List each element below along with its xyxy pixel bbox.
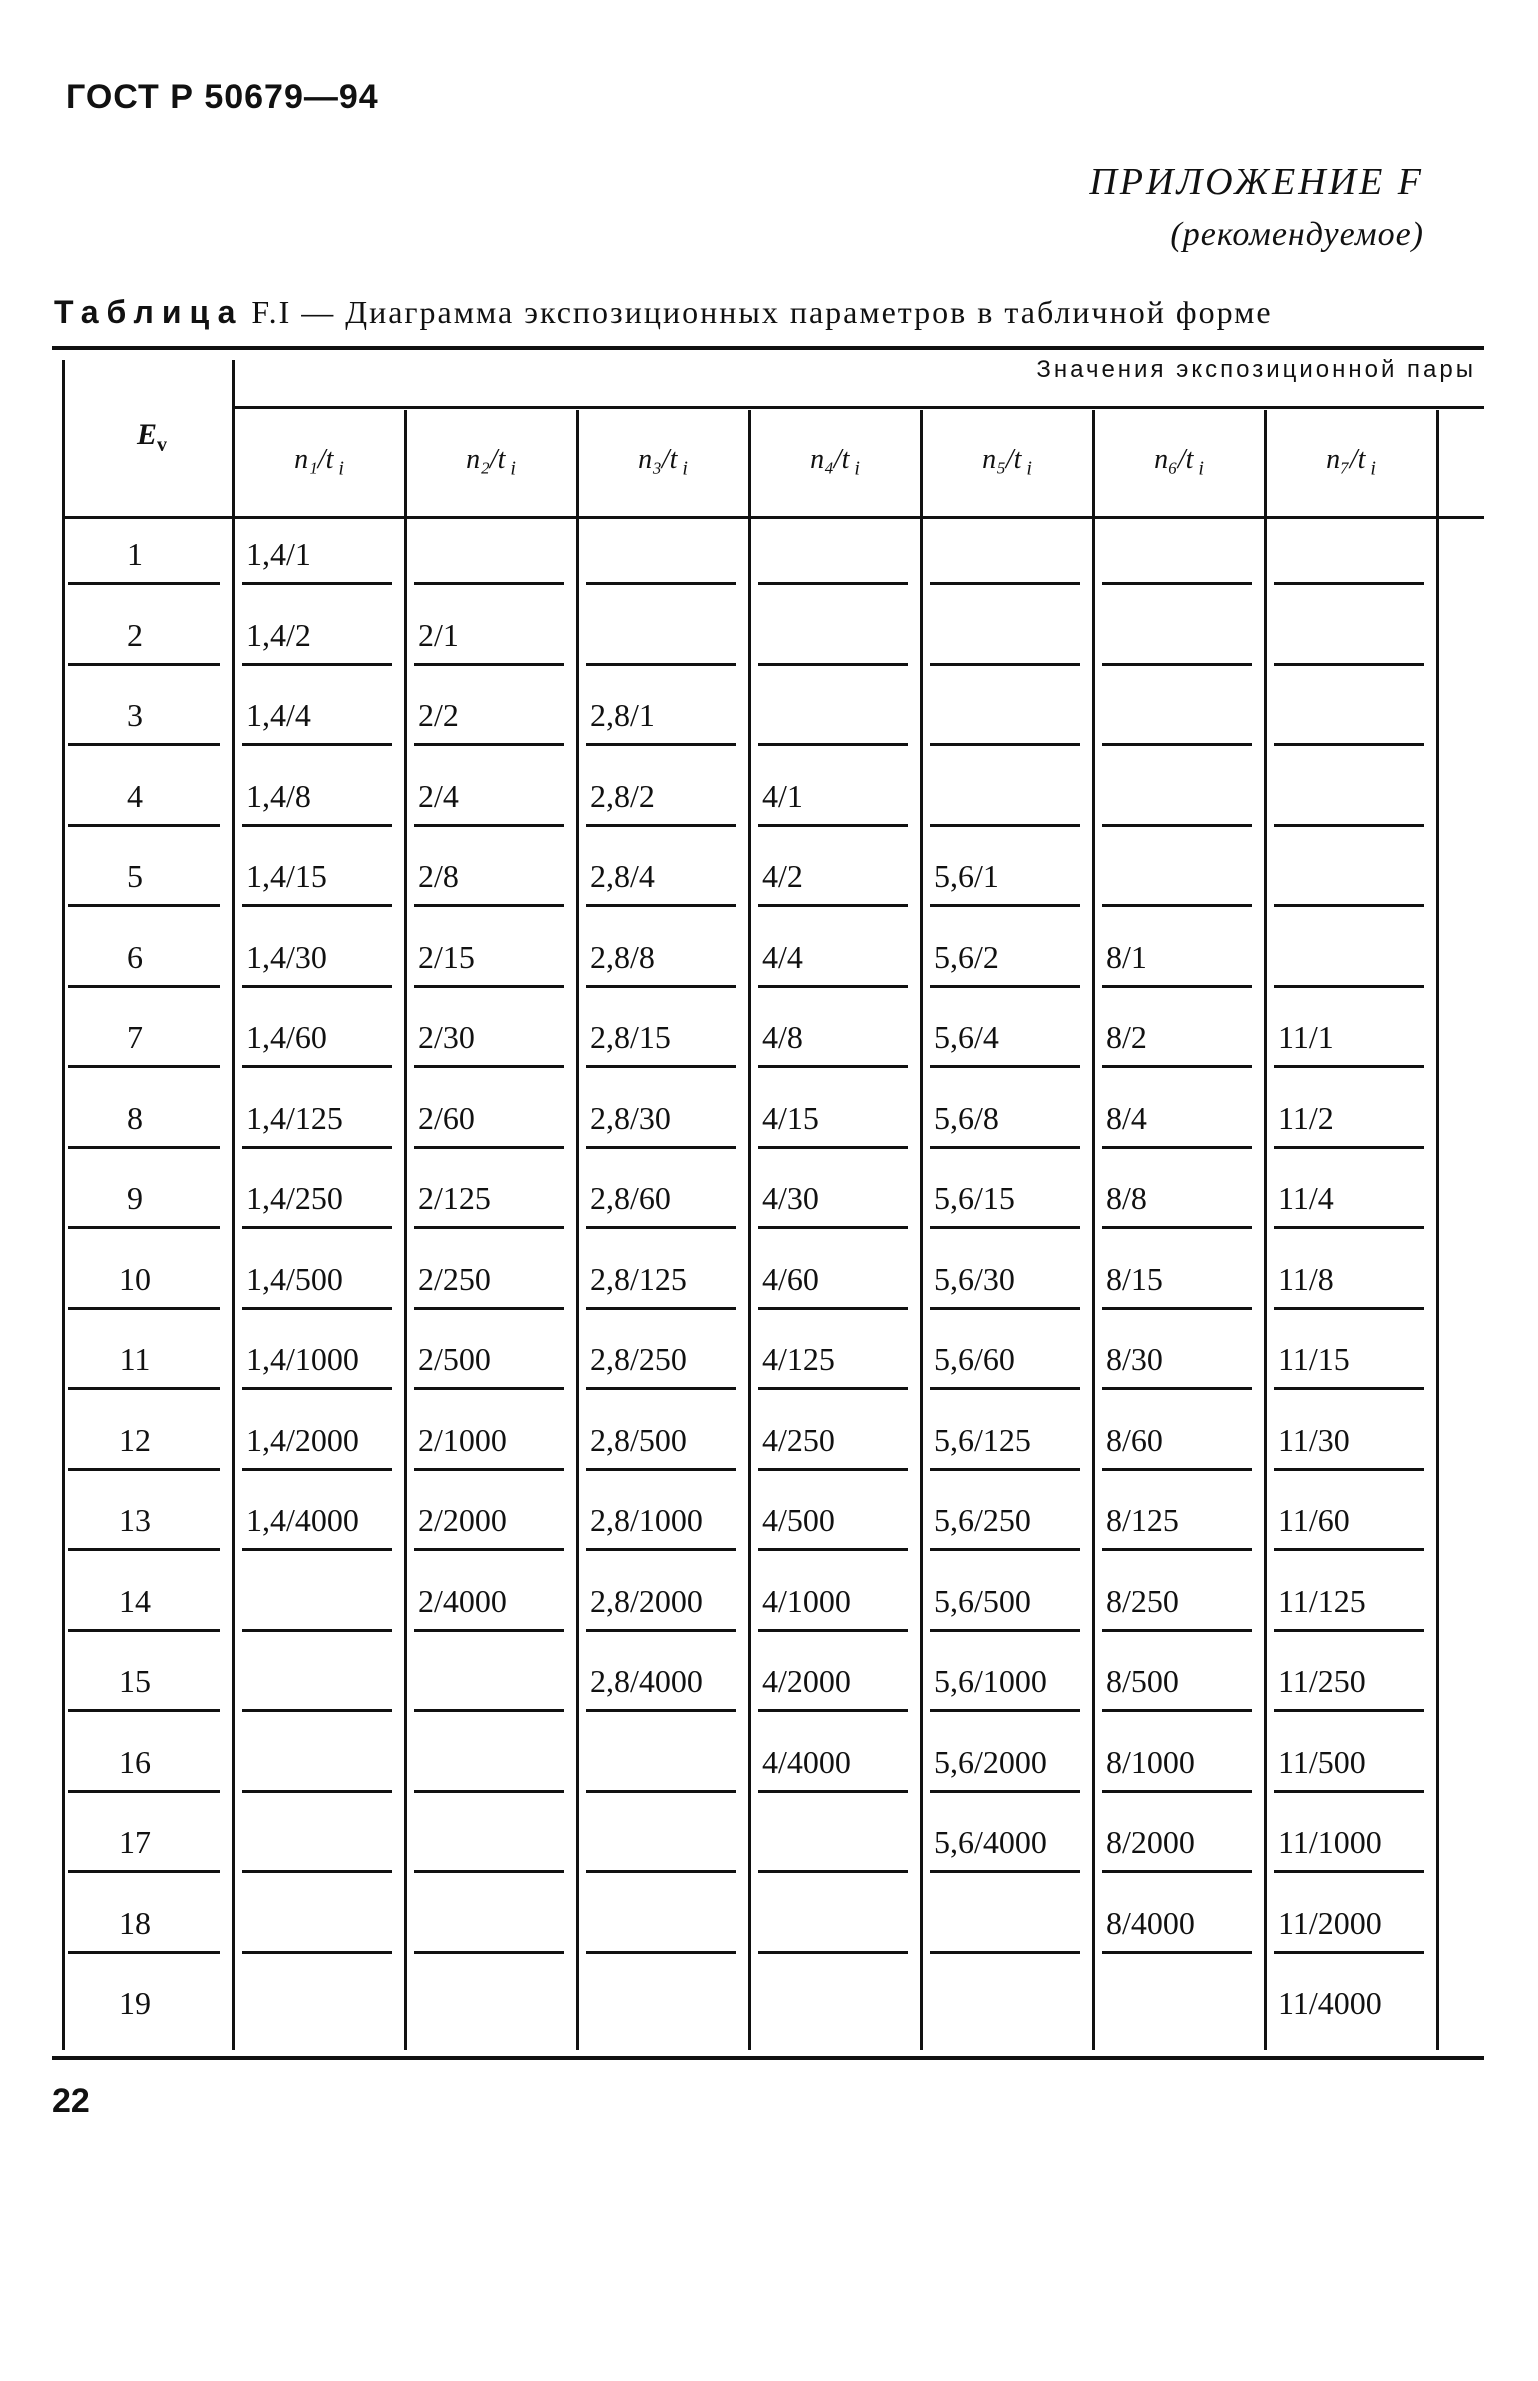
cell-rule — [586, 1709, 736, 1712]
cell-rule — [1274, 1226, 1424, 1229]
cell-rule — [1274, 1146, 1424, 1149]
page-number: 22 — [52, 2082, 90, 2120]
table-cell: 2,8/250 — [590, 1341, 687, 1377]
row-ev-value: 16 — [119, 1743, 151, 1780]
cell-rule — [758, 1870, 908, 1873]
cell-rule — [414, 1790, 564, 1793]
row-ev-value: 18 — [119, 1904, 151, 1941]
cell-rule — [1274, 1951, 1424, 1954]
table-cell: 1,4/8 — [246, 777, 311, 814]
cell-rule — [414, 1146, 564, 1149]
cell-rule — [1102, 663, 1252, 666]
table-cell: 1,4/250 — [246, 1180, 343, 1216]
table-cell: 2,8/1 — [590, 697, 655, 733]
row-ev-value: 15 — [119, 1663, 151, 1699]
cell-rule — [414, 1226, 564, 1229]
column-header — [1266, 444, 1436, 481]
cell-rule — [1274, 1790, 1424, 1793]
cell-rule — [1102, 582, 1252, 585]
cell-rule — [930, 1790, 1080, 1793]
row-ev-value: 9 — [127, 1180, 143, 1216]
table-cell: 1,4/60 — [246, 1019, 327, 1055]
cell-rule — [930, 1065, 1080, 1068]
cell-rule — [586, 904, 736, 907]
table-cell: 8/60 — [1106, 1421, 1163, 1458]
table-cell: 4/60 — [762, 1260, 819, 1297]
cell-rule — [1274, 824, 1424, 827]
row-ev-value: 3 — [127, 697, 143, 733]
column-divider — [920, 410, 923, 2050]
cell-rule — [242, 582, 392, 585]
table-cell: 1,4/500 — [246, 1260, 343, 1297]
cell-rule — [1102, 824, 1252, 827]
cell-rule — [414, 1065, 564, 1068]
table-cell: 11/4000 — [1278, 1985, 1382, 2021]
table-cell: 2/500 — [418, 1341, 491, 1377]
cell-rule — [1102, 1870, 1252, 1873]
table-cell: 1,4/1 — [246, 536, 311, 572]
table-cell: 4/1 — [762, 777, 803, 814]
row-ev-value: 19 — [119, 1985, 151, 2021]
cell-rule — [1274, 1387, 1424, 1390]
cell-rule — [414, 582, 564, 585]
cell-rule — [242, 1468, 392, 1471]
cell-rule — [242, 743, 392, 746]
cell-rule — [930, 1226, 1080, 1229]
cell-rule — [758, 1065, 908, 1068]
table-cell: 4/1000 — [762, 1582, 851, 1619]
row-rule — [68, 1548, 220, 1551]
cell-rule — [930, 1629, 1080, 1632]
table-cell: 8/1000 — [1106, 1743, 1195, 1780]
row-ev-value: 6 — [127, 938, 143, 975]
table-cell: 8/4000 — [1106, 1904, 1195, 1941]
cell-rule — [758, 663, 908, 666]
table-cell: 11/2 — [1278, 1099, 1334, 1136]
column-header-label: n₁/t — [294, 444, 334, 475]
row-rule — [68, 1629, 220, 1632]
row-rule — [68, 1709, 220, 1712]
table-cell: 8/2 — [1106, 1019, 1147, 1055]
cell-rule — [414, 1468, 564, 1471]
table-cell: 2,8/1000 — [590, 1502, 703, 1538]
column-header-label: n₃/t — [638, 444, 678, 475]
cell-rule — [1102, 904, 1252, 907]
table-cell: 4/2000 — [762, 1663, 851, 1699]
cell-rule — [1274, 582, 1424, 585]
cell-rule — [1102, 743, 1252, 746]
cell-rule — [758, 824, 908, 827]
cell-rule — [930, 985, 1080, 988]
row-ev-value: 13 — [119, 1502, 151, 1538]
cell-rule — [758, 1387, 908, 1390]
cell-rule — [414, 1709, 564, 1712]
table-cell: 5,6/2000 — [934, 1743, 1047, 1780]
column-header-label: n₆/t — [1154, 444, 1194, 475]
ev-header — [112, 418, 192, 457]
cell-rule — [242, 1146, 392, 1149]
table-cell: 11/8 — [1278, 1260, 1334, 1297]
row-ev-value: 14 — [119, 1582, 151, 1619]
cell-rule — [930, 1709, 1080, 1712]
table-cell: 5,6/500 — [934, 1582, 1031, 1619]
row-ev-value: 10 — [119, 1260, 151, 1297]
table-cell: 4/4000 — [762, 1743, 851, 1780]
table-cell: 5,6/250 — [934, 1502, 1031, 1538]
cell-rule — [930, 1468, 1080, 1471]
cell-rule — [1274, 904, 1424, 907]
row-ev-value: 5 — [127, 858, 143, 894]
cell-rule — [586, 1387, 736, 1390]
column-header-sub: i — [505, 457, 516, 480]
cell-rule — [414, 743, 564, 746]
column-header-sub: i — [333, 457, 344, 480]
column-divider — [1264, 410, 1267, 2050]
cell-rule — [414, 824, 564, 827]
row-rule — [68, 1226, 220, 1229]
table-cell: 2,8/2 — [590, 777, 655, 814]
cell-rule — [758, 582, 908, 585]
cell-rule — [1102, 1307, 1252, 1310]
cell-rule — [586, 1951, 736, 1954]
cell-rule — [242, 1629, 392, 1632]
row-ev-value: 1 — [127, 536, 143, 572]
row-rule — [68, 1387, 220, 1390]
cell-rule — [1274, 1709, 1424, 1712]
table-cell: 8/8 — [1106, 1180, 1147, 1216]
table-cell: 2/125 — [418, 1180, 491, 1216]
table-cell: 2,8/60 — [590, 1180, 671, 1216]
cell-rule — [1274, 1468, 1424, 1471]
cell-rule — [414, 1548, 564, 1551]
cell-rule — [586, 663, 736, 666]
column-header-label: n₄/t — [810, 444, 850, 475]
table-cell: 1,4/4000 — [246, 1502, 359, 1538]
table-cell: 4/2 — [762, 858, 803, 894]
cell-rule — [930, 663, 1080, 666]
ev-header-label: E — [136, 418, 157, 451]
cell-rule — [242, 824, 392, 827]
table-cell: 11/500 — [1278, 1743, 1366, 1780]
cell-rule — [242, 1307, 392, 1310]
table-cell: 5,6/2 — [934, 938, 999, 975]
cell-rule — [930, 824, 1080, 827]
row-ev-value: 4 — [127, 777, 143, 814]
cell-rule — [242, 1709, 392, 1712]
table-cell: 11/125 — [1278, 1582, 1366, 1619]
table-cell: 1,4/30 — [246, 938, 327, 975]
cell-rule — [758, 1548, 908, 1551]
cell-rule — [1274, 1870, 1424, 1873]
column-divider — [1436, 410, 1439, 2050]
column-header-sub: i — [1021, 457, 1032, 480]
exposure-table — [52, 346, 1484, 2060]
cell-rule — [414, 663, 564, 666]
cell-rule — [586, 985, 736, 988]
group-header-rule — [232, 406, 1484, 409]
cell-rule — [414, 1307, 564, 1310]
table-cell: 2,8/8 — [590, 938, 655, 975]
cell-rule — [1102, 1146, 1252, 1149]
column-header — [922, 444, 1092, 481]
table-cell: 2,8/15 — [590, 1019, 671, 1055]
table-cell: 11/30 — [1278, 1421, 1350, 1458]
column-header — [750, 444, 920, 481]
table-cell: 2,8/4000 — [590, 1663, 703, 1699]
cell-rule — [414, 1951, 564, 1954]
column-header-sub: i — [1193, 457, 1204, 480]
cell-rule — [414, 1870, 564, 1873]
table-cell: 8/2000 — [1106, 1824, 1195, 1860]
table-cell: 2/4000 — [418, 1582, 507, 1619]
row-ev-value: 11 — [119, 1341, 151, 1377]
cell-rule — [1274, 663, 1424, 666]
cell-rule — [586, 1468, 736, 1471]
cell-rule — [586, 1548, 736, 1551]
table-cell: 8/250 — [1106, 1582, 1179, 1619]
cell-rule — [1102, 1226, 1252, 1229]
table-cell: 2,8/2000 — [590, 1582, 703, 1619]
caption-text: F.I — Диаграмма экспозиционных параметров в табличной форме — [251, 294, 1273, 330]
cell-rule — [758, 1629, 908, 1632]
cell-rule — [242, 1870, 392, 1873]
table-cell: 2/30 — [418, 1019, 475, 1055]
cell-rule — [242, 1226, 392, 1229]
cell-rule — [758, 1709, 908, 1712]
column-header — [406, 444, 576, 481]
table-cell: 11/4 — [1278, 1180, 1334, 1216]
row-rule — [68, 1146, 220, 1149]
table-cell: 11/250 — [1278, 1663, 1366, 1699]
row-ev-value: 2 — [127, 616, 143, 653]
cell-rule — [586, 582, 736, 585]
table-cell: 5,6/125 — [934, 1421, 1031, 1458]
table-cell: 11/15 — [1278, 1341, 1350, 1377]
appendix-note: (рекомендуемое) — [1170, 216, 1424, 253]
cell-rule — [586, 1870, 736, 1873]
table-cell: 4/4 — [762, 938, 803, 975]
table-cell: 2/60 — [418, 1099, 475, 1136]
table-cell: 5,6/4000 — [934, 1824, 1047, 1860]
table-cell: 5,6/60 — [934, 1341, 1015, 1377]
cell-rule — [1274, 1307, 1424, 1310]
table-cell: 4/8 — [762, 1019, 803, 1055]
table-cell: 5,6/1 — [934, 858, 999, 894]
cell-rule — [586, 1629, 736, 1632]
table-cell: 2/250 — [418, 1260, 491, 1297]
cell-rule — [758, 904, 908, 907]
cell-rule — [930, 1951, 1080, 1954]
cell-rule — [242, 1951, 392, 1954]
column-divider — [748, 410, 751, 2050]
table-cell: 1,4/15 — [246, 858, 327, 894]
cell-rule — [242, 1065, 392, 1068]
table-cell: 4/30 — [762, 1180, 819, 1216]
cell-rule — [1102, 1065, 1252, 1068]
cell-rule — [758, 1468, 908, 1471]
row-rule — [68, 1307, 220, 1310]
cell-rule — [414, 985, 564, 988]
cell-rule — [1102, 1548, 1252, 1551]
cell-rule — [242, 1548, 392, 1551]
ev-header-sub: v — [157, 434, 167, 456]
table-cell: 1,4/4 — [246, 697, 311, 733]
column-header-label: n₅/t — [982, 444, 1022, 475]
row-rule — [68, 1790, 220, 1793]
doc-code: ГОСТ Р 50679—94 — [66, 78, 379, 116]
appendix-title: ПРИЛОЖЕНИЕ F — [1089, 161, 1424, 203]
row-rule — [68, 1468, 220, 1471]
table-cell: 8/15 — [1106, 1260, 1163, 1297]
row-ev-value: 8 — [127, 1099, 143, 1136]
cell-rule — [586, 1307, 736, 1310]
cell-rule — [242, 663, 392, 666]
table-cell: 11/1 — [1278, 1019, 1334, 1055]
row-rule — [68, 904, 220, 907]
table-cell: 4/250 — [762, 1421, 835, 1458]
table-cell: 11/2000 — [1278, 1904, 1382, 1941]
cell-rule — [930, 743, 1080, 746]
cell-rule — [414, 1629, 564, 1632]
cell-rule — [586, 1790, 736, 1793]
table-cell: 11/1000 — [1278, 1824, 1382, 1860]
cell-rule — [1102, 1387, 1252, 1390]
cell-rule — [1102, 1709, 1252, 1712]
table-cell: 8/1 — [1106, 938, 1147, 975]
cell-rule — [1102, 1629, 1252, 1632]
cell-rule — [930, 1307, 1080, 1310]
cell-rule — [758, 1226, 908, 1229]
row-rule — [68, 1065, 220, 1068]
cell-rule — [1102, 1790, 1252, 1793]
cell-rule — [242, 1387, 392, 1390]
table-cell: 1,4/2 — [246, 616, 311, 653]
table-cell: 2/4 — [418, 777, 459, 814]
cell-rule — [1274, 1065, 1424, 1068]
cell-rule — [586, 824, 736, 827]
group-header: Значения экспозиционной пары — [1036, 356, 1476, 383]
row-rule — [68, 743, 220, 746]
cell-rule — [586, 1226, 736, 1229]
table-cell: 2/1 — [418, 616, 459, 653]
table-cell: 2/1000 — [418, 1421, 507, 1458]
cell-rule — [1274, 1548, 1424, 1551]
column-header — [234, 444, 404, 481]
cell-rule — [758, 1146, 908, 1149]
cell-rule — [1274, 985, 1424, 988]
table-cell: 2,8/125 — [590, 1260, 687, 1297]
cell-rule — [758, 985, 908, 988]
cell-rule — [930, 1548, 1080, 1551]
row-rule — [68, 1951, 220, 1954]
cell-rule — [930, 1146, 1080, 1149]
table-cell: 8/125 — [1106, 1502, 1179, 1538]
cell-rule — [758, 1307, 908, 1310]
cell-rule — [242, 904, 392, 907]
caption-lead: Таблица — [54, 294, 244, 330]
cell-rule — [758, 1790, 908, 1793]
table-cell: 2,8/4 — [590, 858, 655, 894]
table-cell: 2/2000 — [418, 1502, 507, 1538]
cell-rule — [1102, 985, 1252, 988]
table-cell: 2,8/500 — [590, 1421, 687, 1458]
table-cell: 1,4/125 — [246, 1099, 343, 1136]
column-header-sub: i — [849, 457, 860, 480]
cell-rule — [758, 1951, 908, 1954]
row-rule — [68, 663, 220, 666]
row-ev-value: 17 — [119, 1824, 151, 1860]
column-header — [578, 444, 748, 481]
row-rule — [68, 582, 220, 585]
cell-rule — [1274, 1629, 1424, 1632]
table-cell: 8/4 — [1106, 1099, 1147, 1136]
column-divider — [404, 410, 407, 2050]
table-cell: 8/500 — [1106, 1663, 1179, 1699]
cell-rule — [242, 985, 392, 988]
cell-rule — [586, 743, 736, 746]
cell-rule — [242, 1790, 392, 1793]
table-caption — [54, 294, 1424, 331]
row-rule — [68, 824, 220, 827]
row-rule — [68, 985, 220, 988]
cell-rule — [414, 1387, 564, 1390]
row-ev-value: 12 — [119, 1421, 151, 1458]
column-header — [1094, 444, 1264, 481]
header-rule — [62, 516, 1484, 519]
cell-rule — [586, 1146, 736, 1149]
cell-rule — [1102, 1468, 1252, 1471]
cell-rule — [930, 582, 1080, 585]
row-rule — [68, 1870, 220, 1873]
row-ev-value: 7 — [127, 1019, 143, 1055]
table-cell: 8/30 — [1106, 1341, 1163, 1377]
column-header-label: n₇/t — [1326, 444, 1366, 475]
table-cell: 2,8/30 — [590, 1099, 671, 1136]
table-cell: 5,6/4 — [934, 1019, 999, 1055]
table-cell: 5,6/8 — [934, 1099, 999, 1136]
column-header-sub: i — [677, 457, 688, 480]
table-cell: 4/125 — [762, 1341, 835, 1377]
table-cell: 5,6/30 — [934, 1260, 1015, 1297]
column-divider — [1092, 410, 1095, 2050]
cell-rule — [586, 1065, 736, 1068]
table-cell: 2/15 — [418, 938, 475, 975]
column-divider — [232, 360, 235, 2050]
table-cell: 5,6/15 — [934, 1180, 1015, 1216]
cell-rule — [758, 743, 908, 746]
table-cell: 2/2 — [418, 697, 459, 733]
table-cell: 4/500 — [762, 1502, 835, 1538]
table-cell: 11/60 — [1278, 1502, 1350, 1538]
column-header-sub: i — [1365, 457, 1376, 480]
column-divider — [576, 410, 579, 2050]
cell-rule — [1102, 1951, 1252, 1954]
table-cell: 5,6/1000 — [934, 1663, 1047, 1699]
cell-rule — [930, 1387, 1080, 1390]
table-cell: 1,4/2000 — [246, 1421, 359, 1458]
table-cell: 4/15 — [762, 1099, 819, 1136]
cell-rule — [414, 904, 564, 907]
table-cell: 2/8 — [418, 858, 459, 894]
cell-rule — [1274, 743, 1424, 746]
cell-rule — [930, 904, 1080, 907]
column-header-label: n₂/t — [466, 444, 506, 475]
table-cell: 1,4/1000 — [246, 1341, 359, 1377]
cell-rule — [930, 1870, 1080, 1873]
